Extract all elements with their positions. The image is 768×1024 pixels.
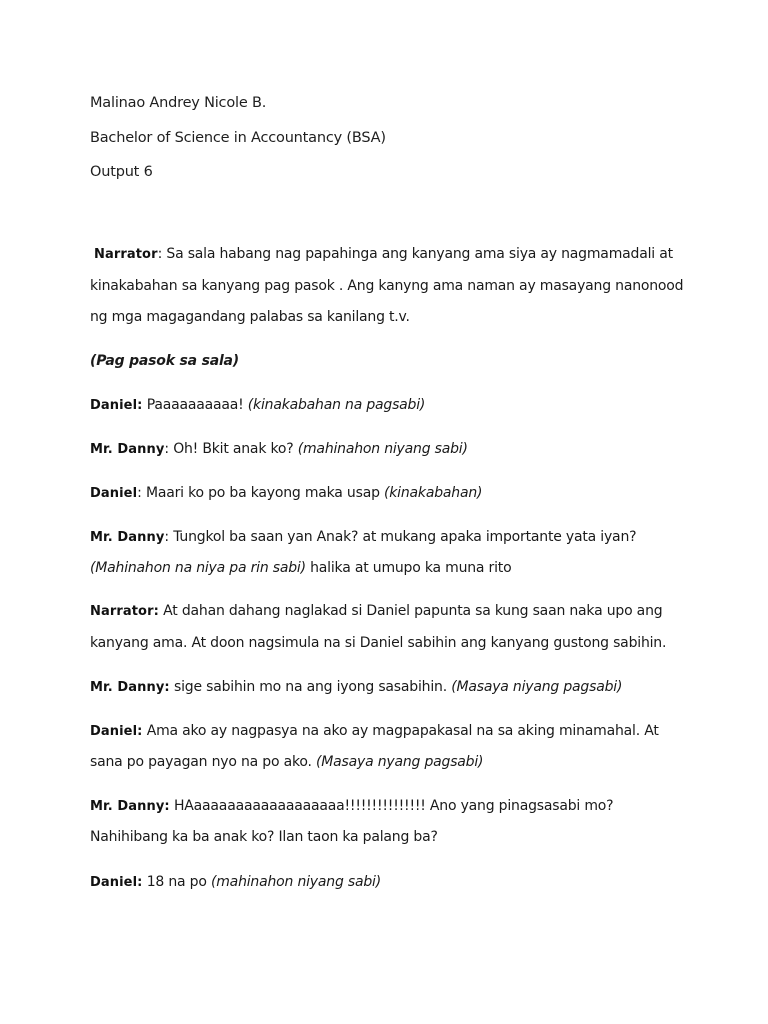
stage-direction: (kinakabahan na pagsabi) [247,397,426,413]
dialogue-line [90,678,622,697]
dialogue-text: 18 na po [142,874,211,890]
dialogue-line [90,797,613,816]
dialogue-text: Oh! Bkit anak ko? [168,441,298,457]
dialogue-text: kinakabahan sa kanyang pag pasok . Ang kanyng ama naman ay masayang nanonood [90,278,684,294]
dialogue-text: At dahan dahang naglakad si Daniel papunta sa kung saan naka upo ang [158,603,663,619]
dialogue-line [90,634,666,652]
author-name: Malinao Andrey Nicole B. [90,95,267,111]
stage-direction: (Masaya nyang pagsabi) [315,754,484,770]
dialogue-text: Maari ko po ba kayong maka usap [141,485,385,501]
dialogue-text: HAaaaaaaaaaaaaaaaaaa!!!!!!!!!!!!!!! Ano yang pinagsasabi mo? [169,798,614,814]
separator: : [137,485,142,501]
speaker-label: Mr. Danny: [90,799,170,814]
separator: : [164,529,169,545]
stage-direction: (mahinahon niyang sabi) [297,441,468,457]
dialogue-text: kanyang ama. At doon nagsimula na si Daniel sabihin ang kanyang gustong sabihin. [90,635,667,651]
dialogue-line [90,440,468,459]
dialogue-line [90,828,438,846]
separator: : [157,246,163,262]
dialogue-text: Nahihibang ka ba anak ko? Ilan taon ka palang ba? [90,829,438,845]
dialogue-text: halika at umupo ka muna rito [305,560,512,576]
stage-direction: (kinakabahan) [384,485,483,501]
dialogue-line [90,528,636,547]
dialogue-line [90,396,425,415]
course-title: Bachelor of Science in Accountancy (BSA) [90,130,386,146]
speaker-label: Daniel: [90,724,143,739]
scene-direction: (Pag pasok sa sala) [90,353,239,369]
dialogue-line [90,753,483,771]
speaker-label: Narrator: [90,604,159,619]
dialogue-line [90,308,410,326]
dialogue-line [90,559,511,577]
dialogue-text: ng mga magagandang palabas sa kanilang t.v. [90,309,410,325]
dialogue-line [90,873,381,892]
speaker-label: Mr. Danny [90,442,165,457]
stage-direction: (Masaya niyang pagsabi) [451,679,623,695]
dialogue-line [94,245,673,264]
speaker-label: Mr. Danny: [90,680,170,695]
dialogue-text: Tungkol ba saan yan Anak? at mukang apaka importante yata iyan? [168,529,637,545]
dialogue-text: sana po payagan nyo na po ako. [90,754,316,770]
dialogue-text: Paaaaaaaaaa! [142,397,248,413]
dialogue-text: Ama ako ay nagpasya na ako ay magpapakasal na sa aking minamahal. At [142,723,659,739]
dialogue-line [90,484,482,503]
stage-direction: (mahinahon niyang sabi) [210,874,381,890]
speaker-label: Narrator [94,247,158,262]
speaker-label: Daniel: [90,398,143,413]
stage-direction: (Mahinahon na niya pa rin sabi) [90,560,306,576]
dialogue-text: Sa sala habang nag papahinga ang kanyang ama siya ay nagmamadali at [162,246,673,262]
dialogue-text: sige sabihin mo na ang iyong sasabihin. [169,679,452,695]
speaker-label: Daniel [90,486,138,501]
dialogue-line [90,722,659,741]
separator: : [164,441,169,457]
dialogue-line [90,602,662,621]
output-label: Output 6 [90,164,153,180]
dialogue-line [90,277,683,295]
speaker-label: Mr. Danny [90,530,165,545]
speaker-label: Daniel: [90,875,143,890]
